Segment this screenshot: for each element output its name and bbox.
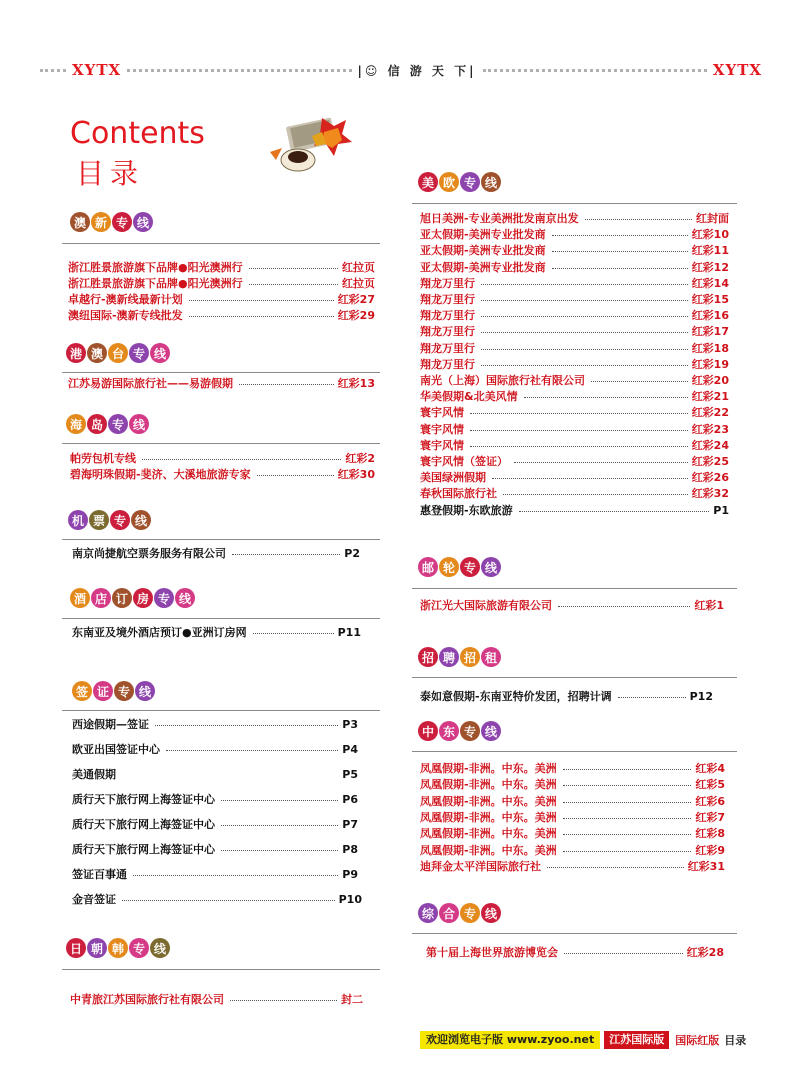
section-rule [412, 751, 737, 752]
section-char: 日 [66, 938, 86, 958]
entry-page: 红彩13 [337, 377, 375, 390]
entry-leader [519, 511, 710, 512]
entry-leader [189, 316, 334, 317]
entry-leader [481, 284, 688, 285]
entry-page: 红彩2 [345, 452, 375, 465]
entry-page: P9 [342, 868, 358, 881]
entry-page: P3 [342, 718, 358, 731]
toc-entry[interactable] [420, 504, 729, 517]
entry-name: 翔龙万里行 [420, 357, 475, 371]
section-rule [62, 443, 380, 444]
header-dots [483, 69, 707, 72]
entry-name: 凤凰假期-非洲。中东。美洲 [420, 762, 557, 775]
entry-leader [563, 785, 692, 786]
section-char: 线 [129, 414, 149, 434]
entry-page: 红彩11 [691, 244, 729, 258]
toc-entry[interactable] [420, 293, 729, 306]
section-char: 综 [418, 903, 438, 923]
section-char: 专 [460, 172, 480, 192]
entry-name: 凤凰假期-非洲。中东。美洲 [420, 794, 557, 808]
toc-entry[interactable] [420, 827, 725, 840]
entry-name: 亚太假期-美洲专业批发商 [420, 260, 546, 274]
section-rule [62, 539, 380, 540]
section-char: 专 [460, 903, 480, 923]
toc-entry[interactable] [420, 358, 729, 371]
entry-page: P4 [342, 743, 358, 756]
entry-leader [253, 633, 334, 634]
entry-leader [249, 284, 338, 285]
toc-entry[interactable] [68, 309, 375, 322]
toc-entry[interactable] [420, 439, 729, 452]
section-char: 票 [89, 510, 109, 530]
section-char: 轮 [439, 557, 459, 577]
entry-name: 亚太假期-美洲专业批发商 [420, 228, 546, 242]
section-char: 合 [439, 903, 459, 923]
entry-name: 旭日美洲-专业美洲批发南京出发 [420, 212, 579, 225]
entry-name: 第十届上海世界旅游博览会 [426, 946, 558, 959]
section-char: 机 [68, 510, 88, 530]
entry-leader [563, 818, 692, 819]
entry-leader [552, 251, 688, 252]
entry-leader [514, 462, 688, 463]
entry-page: 红拉页 [342, 261, 375, 274]
entry-name: 质行天下旅行网上海签证中心 [72, 818, 215, 831]
contents-title: Contents [70, 116, 205, 151]
section-char: 线 [131, 510, 151, 530]
entry-page: 红彩30 [337, 468, 375, 481]
entry-name: 南光（上海）国际旅行社有限公司 [420, 374, 585, 387]
section-header-aoxin [70, 212, 153, 232]
entry-leader [503, 494, 688, 495]
section-char: 专 [110, 510, 130, 530]
entry-page: P12 [689, 690, 713, 703]
toc-entry[interactable] [68, 293, 375, 306]
entry-leader [155, 725, 338, 726]
entry-name: 帕劳包机专线 [70, 452, 136, 465]
entry-page: 红彩6 [695, 794, 725, 808]
entry-page: 红彩14 [691, 276, 729, 290]
entry-leader [122, 775, 338, 776]
entry-leader [221, 800, 338, 801]
entry-page: 红彩27 [337, 293, 375, 306]
header-logo-right: XYTX [712, 61, 762, 79]
entry-name: 质行天下旅行网上海签证中心 [72, 843, 215, 856]
entry-name: 浙江胜景旅游旗下品牌●阳光澳洲行 [68, 261, 243, 274]
section-char: 线 [135, 681, 155, 701]
entry-page: 红彩23 [691, 422, 729, 436]
entry-leader [558, 606, 690, 607]
entry-page: 红彩5 [695, 778, 725, 792]
entry-name: 西途假期—签证 [72, 718, 149, 731]
toc-entry[interactable] [72, 818, 358, 831]
section-char: 美 [418, 172, 438, 192]
toc-entry[interactable] [72, 718, 358, 731]
entry-name: 迪拜金太平洋国际旅行社 [420, 859, 541, 873]
toc-entry[interactable] [70, 993, 363, 1006]
section-char: 线 [481, 172, 501, 192]
entry-leader [563, 802, 692, 803]
entry-name: 澳纽国际-澳新专线批发 [68, 309, 183, 322]
section-char: 中 [418, 721, 438, 741]
entry-name: 金音签证 [72, 893, 116, 906]
section-char: 租 [481, 647, 501, 667]
section-char: 专 [460, 721, 480, 741]
toc-entry[interactable] [70, 468, 375, 481]
entry-page: 红彩8 [695, 827, 725, 841]
entry-page: P11 [337, 626, 361, 639]
entry-name: 凤凰假期-非洲。中东。美洲 [420, 827, 557, 841]
section-rule [62, 969, 380, 970]
section-rule [412, 677, 737, 678]
entry-page: 红彩26 [691, 471, 729, 485]
section-char: 房 [133, 588, 153, 608]
entry-name: 签证百事通 [72, 868, 127, 881]
section-char: 线 [481, 721, 501, 741]
footer-red-edition: 国际红版 [675, 1034, 720, 1047]
section-header-youlun [418, 557, 501, 577]
entry-page: 红彩12 [691, 260, 729, 274]
entry-leader [249, 268, 338, 269]
entry-page: P8 [342, 843, 358, 856]
entry-leader [563, 851, 692, 852]
section-char: 证 [93, 681, 113, 701]
entry-page: P10 [338, 893, 362, 906]
entry-name: 华美假期&北美风情 [420, 390, 518, 404]
section-header-jiudian [70, 588, 195, 608]
entry-leader [552, 268, 688, 269]
entry-leader [481, 365, 688, 366]
entry-leader [239, 384, 334, 385]
toc-entry[interactable] [420, 228, 729, 241]
toc-entry[interactable] [420, 455, 729, 468]
section-char: 线 [133, 212, 153, 232]
entry-name: 南京尚捷航空票务服务有限公司 [72, 547, 226, 560]
entry-leader [524, 397, 688, 398]
toc-entry[interactable] [68, 277, 375, 290]
entry-leader [470, 446, 688, 447]
section-char: 线 [175, 588, 195, 608]
page-header [40, 60, 762, 80]
entry-name: 碧海明珠假期-斐济、大溪地旅游专家 [70, 468, 251, 481]
toc-entry[interactable] [70, 452, 375, 465]
contents-title-cn: 目录 [76, 157, 145, 190]
toc-entry[interactable] [420, 599, 724, 612]
coffee-leaf-illustration [262, 114, 354, 180]
entry-name: 江苏易游国际旅行社——易游假期 [68, 377, 233, 390]
entry-name: 春秋国际旅行社 [420, 487, 497, 501]
section-char: 港 [66, 343, 86, 363]
entry-page: 红彩19 [691, 357, 729, 371]
toc-entry[interactable] [420, 471, 729, 484]
entry-page: 红彩29 [337, 309, 375, 322]
entry-name: 翔龙万里行 [420, 309, 475, 323]
section-char: 线 [481, 557, 501, 577]
entry-name: 寰宇风情 [420, 438, 464, 452]
entry-name: 浙江光大国际旅游有限公司 [420, 599, 552, 612]
section-char: 聘 [439, 647, 459, 667]
section-header-qianzheng [72, 681, 155, 701]
section-rule [412, 933, 737, 934]
toc-entry[interactable] [72, 547, 360, 560]
entry-leader [221, 825, 338, 826]
entry-page: 红彩32 [691, 487, 729, 501]
entry-page: 红彩17 [691, 325, 729, 339]
toc-entry[interactable] [420, 325, 729, 338]
section-header-zhongdong [418, 721, 501, 741]
entry-leader [481, 300, 688, 301]
entry-name: 质行天下旅行网上海签证中心 [72, 793, 215, 806]
entry-page: 红彩31 [687, 859, 725, 873]
entry-page: 红彩10 [691, 228, 729, 242]
entry-page: 红彩1 [694, 599, 724, 612]
section-char: 海 [66, 414, 86, 434]
toc-entry[interactable] [68, 261, 375, 274]
toc-entry[interactable] [72, 626, 361, 639]
entry-leader [257, 475, 334, 476]
section-char: 专 [460, 557, 480, 577]
entry-name: 寰宇风情 [420, 422, 464, 436]
entry-leader [133, 875, 338, 876]
section-char: 专 [129, 343, 149, 363]
entry-page: 红彩7 [695, 810, 725, 824]
section-char: 专 [129, 938, 149, 958]
toc-entry[interactable] [420, 860, 725, 873]
section-char: 酒 [70, 588, 90, 608]
entry-page: P6 [342, 793, 358, 806]
entry-leader [470, 430, 688, 431]
footer-toc-label: 目录 [724, 1034, 747, 1047]
entry-name: 浙江胜景旅游旗下品牌●阳光澳洲行 [68, 277, 243, 290]
section-rule [412, 203, 737, 204]
entry-page: P1 [713, 503, 729, 517]
entry-page: 红彩28 [686, 946, 724, 959]
toc-entry[interactable] [420, 778, 725, 791]
entry-page: 红彩25 [691, 455, 729, 468]
toc-entry[interactable] [420, 406, 729, 419]
section-rule [62, 372, 380, 373]
entry-name: 中青旅江苏国际旅行社有限公司 [70, 993, 224, 1006]
toc-entry[interactable] [420, 844, 725, 857]
section-char: 线 [481, 903, 501, 923]
entry-leader [481, 316, 688, 317]
entry-page: 红彩22 [691, 406, 729, 420]
section-char: 专 [108, 414, 128, 434]
section-char: 签 [72, 681, 92, 701]
entry-page: P7 [342, 818, 358, 831]
entry-page: 红彩20 [691, 374, 729, 387]
entry-leader [189, 300, 334, 301]
entry-name: 美通假期 [72, 768, 116, 781]
entry-page: 封二 [341, 993, 363, 1006]
entry-page: 红彩9 [695, 843, 725, 857]
section-char: 澳 [70, 212, 90, 232]
entry-leader [122, 900, 335, 901]
header-dots [127, 69, 351, 72]
entry-page: 红彩24 [691, 438, 729, 452]
section-rule [62, 243, 380, 244]
entry-page: P2 [344, 547, 360, 560]
toc-entry[interactable] [420, 423, 729, 436]
entry-leader [591, 381, 688, 382]
entry-page: 红彩15 [691, 293, 729, 306]
entry-page: 红拉页 [342, 277, 375, 290]
section-char: 店 [91, 588, 111, 608]
entry-leader [547, 867, 684, 868]
toc-entry[interactable] [72, 743, 358, 756]
entry-name: 翔龙万里行 [420, 293, 475, 306]
entry-leader [492, 478, 688, 479]
section-header-haidao [66, 414, 149, 434]
toc-entry[interactable] [420, 762, 725, 775]
section-header-meiou [418, 172, 501, 192]
toc-entry[interactable] [72, 843, 358, 856]
entry-name: 凤凰假期-非洲。中东。美洲 [420, 778, 557, 792]
toc-entry[interactable] [420, 261, 729, 274]
section-char: 澳 [87, 343, 107, 363]
entry-leader [142, 459, 341, 460]
toc-entry[interactable] [420, 487, 729, 500]
entry-name: 寰宇风情（签证） [420, 455, 508, 468]
toc-entry[interactable] [72, 793, 358, 806]
entry-leader [221, 850, 338, 851]
entry-name: 亚太假期-美洲专业批发商 [420, 244, 546, 258]
toc-entry[interactable] [68, 377, 375, 390]
section-header-zhaopin [418, 647, 501, 667]
section-char: 专 [154, 588, 174, 608]
entry-leader [563, 834, 692, 835]
section-char: 东 [439, 721, 459, 741]
entry-name: 翔龙万里行 [420, 325, 475, 339]
section-char: 线 [150, 938, 170, 958]
footer-edition-badge: 江苏国际版 [604, 1031, 669, 1049]
toc-entry[interactable] [420, 342, 729, 355]
entry-name: 凤凰假期-非洲。中东。美洲 [420, 810, 557, 824]
header-slogan: |☺ 信 游 天 下| [357, 63, 477, 78]
section-char: 邮 [418, 557, 438, 577]
entry-leader [585, 219, 692, 220]
section-rule [62, 710, 380, 711]
entry-leader [481, 349, 688, 350]
entry-name: 凤凰假期-非洲。中东。美洲 [420, 843, 557, 857]
entry-name: 泰如意假期-东南亚特价发团，招聘计调 [420, 690, 612, 703]
entry-name: 美国绿洲假期 [420, 471, 486, 485]
section-char: 线 [150, 343, 170, 363]
entry-page: 红彩18 [691, 341, 729, 355]
page-footer [420, 1031, 746, 1049]
toc-entry[interactable] [420, 277, 729, 290]
entry-page: 红彩16 [691, 309, 729, 323]
entry-name: 惠登假期-东欧旅游 [420, 503, 513, 517]
entry-leader [166, 750, 338, 751]
section-char: 招 [418, 647, 438, 667]
toc-entry[interactable] [72, 768, 358, 781]
section-header-zonghe [418, 903, 501, 923]
section-char: 新 [91, 212, 111, 232]
entry-leader [481, 332, 688, 333]
entry-leader [232, 554, 340, 555]
section-char: 台 [108, 343, 128, 363]
section-char: 韩 [108, 938, 128, 958]
section-char: 招 [460, 647, 480, 667]
header-dots [40, 69, 66, 72]
section-rule [412, 588, 737, 589]
section-header-richaohan [66, 938, 170, 958]
entry-page: 红彩21 [691, 390, 729, 404]
section-header-jipiao [68, 510, 151, 530]
section-rule [62, 618, 380, 619]
toc-entry[interactable] [420, 212, 729, 225]
toc-entry[interactable] [420, 690, 713, 703]
entry-name: 翔龙万里行 [420, 341, 475, 355]
footer-welcome-link[interactable]: 欢迎浏览电子版 www.zyoo.net [420, 1031, 600, 1049]
section-char: 欧 [439, 172, 459, 192]
entry-name: 寰宇风情 [420, 406, 464, 420]
entry-name: 欧亚出国签证中心 [72, 743, 160, 756]
section-char: 朝 [87, 938, 107, 958]
entry-leader [564, 953, 683, 954]
section-char: 专 [112, 212, 132, 232]
entry-name: 东南亚及境外酒店预订●亚洲订房网 [72, 626, 247, 639]
section-header-gangaotai [66, 343, 170, 363]
header-logo-left: XYTX [72, 61, 122, 79]
toc-entry[interactable] [420, 244, 729, 257]
toc-entry[interactable] [72, 868, 358, 881]
entry-page: 红封面 [696, 212, 729, 225]
toc-entry[interactable] [420, 374, 729, 387]
entry-leader [230, 1000, 337, 1001]
entry-leader [470, 413, 688, 414]
entry-name: 卓越行-澳新线最新计划 [68, 293, 183, 306]
entry-page: 红彩4 [695, 762, 725, 775]
entry-leader [552, 235, 688, 236]
entry-leader [563, 769, 692, 770]
toc-entry[interactable] [72, 893, 362, 906]
entry-leader [618, 697, 686, 698]
toc-entry[interactable] [420, 795, 725, 808]
toc-entry[interactable] [426, 946, 724, 959]
section-char: 岛 [87, 414, 107, 434]
section-char: 专 [114, 681, 134, 701]
toc-entry[interactable] [420, 309, 729, 322]
toc-entry[interactable] [420, 811, 725, 824]
toc-entry[interactable] [420, 390, 729, 403]
entry-name: 翔龙万里行 [420, 276, 475, 290]
section-char: 订 [112, 588, 132, 608]
entry-page: P5 [342, 768, 358, 781]
